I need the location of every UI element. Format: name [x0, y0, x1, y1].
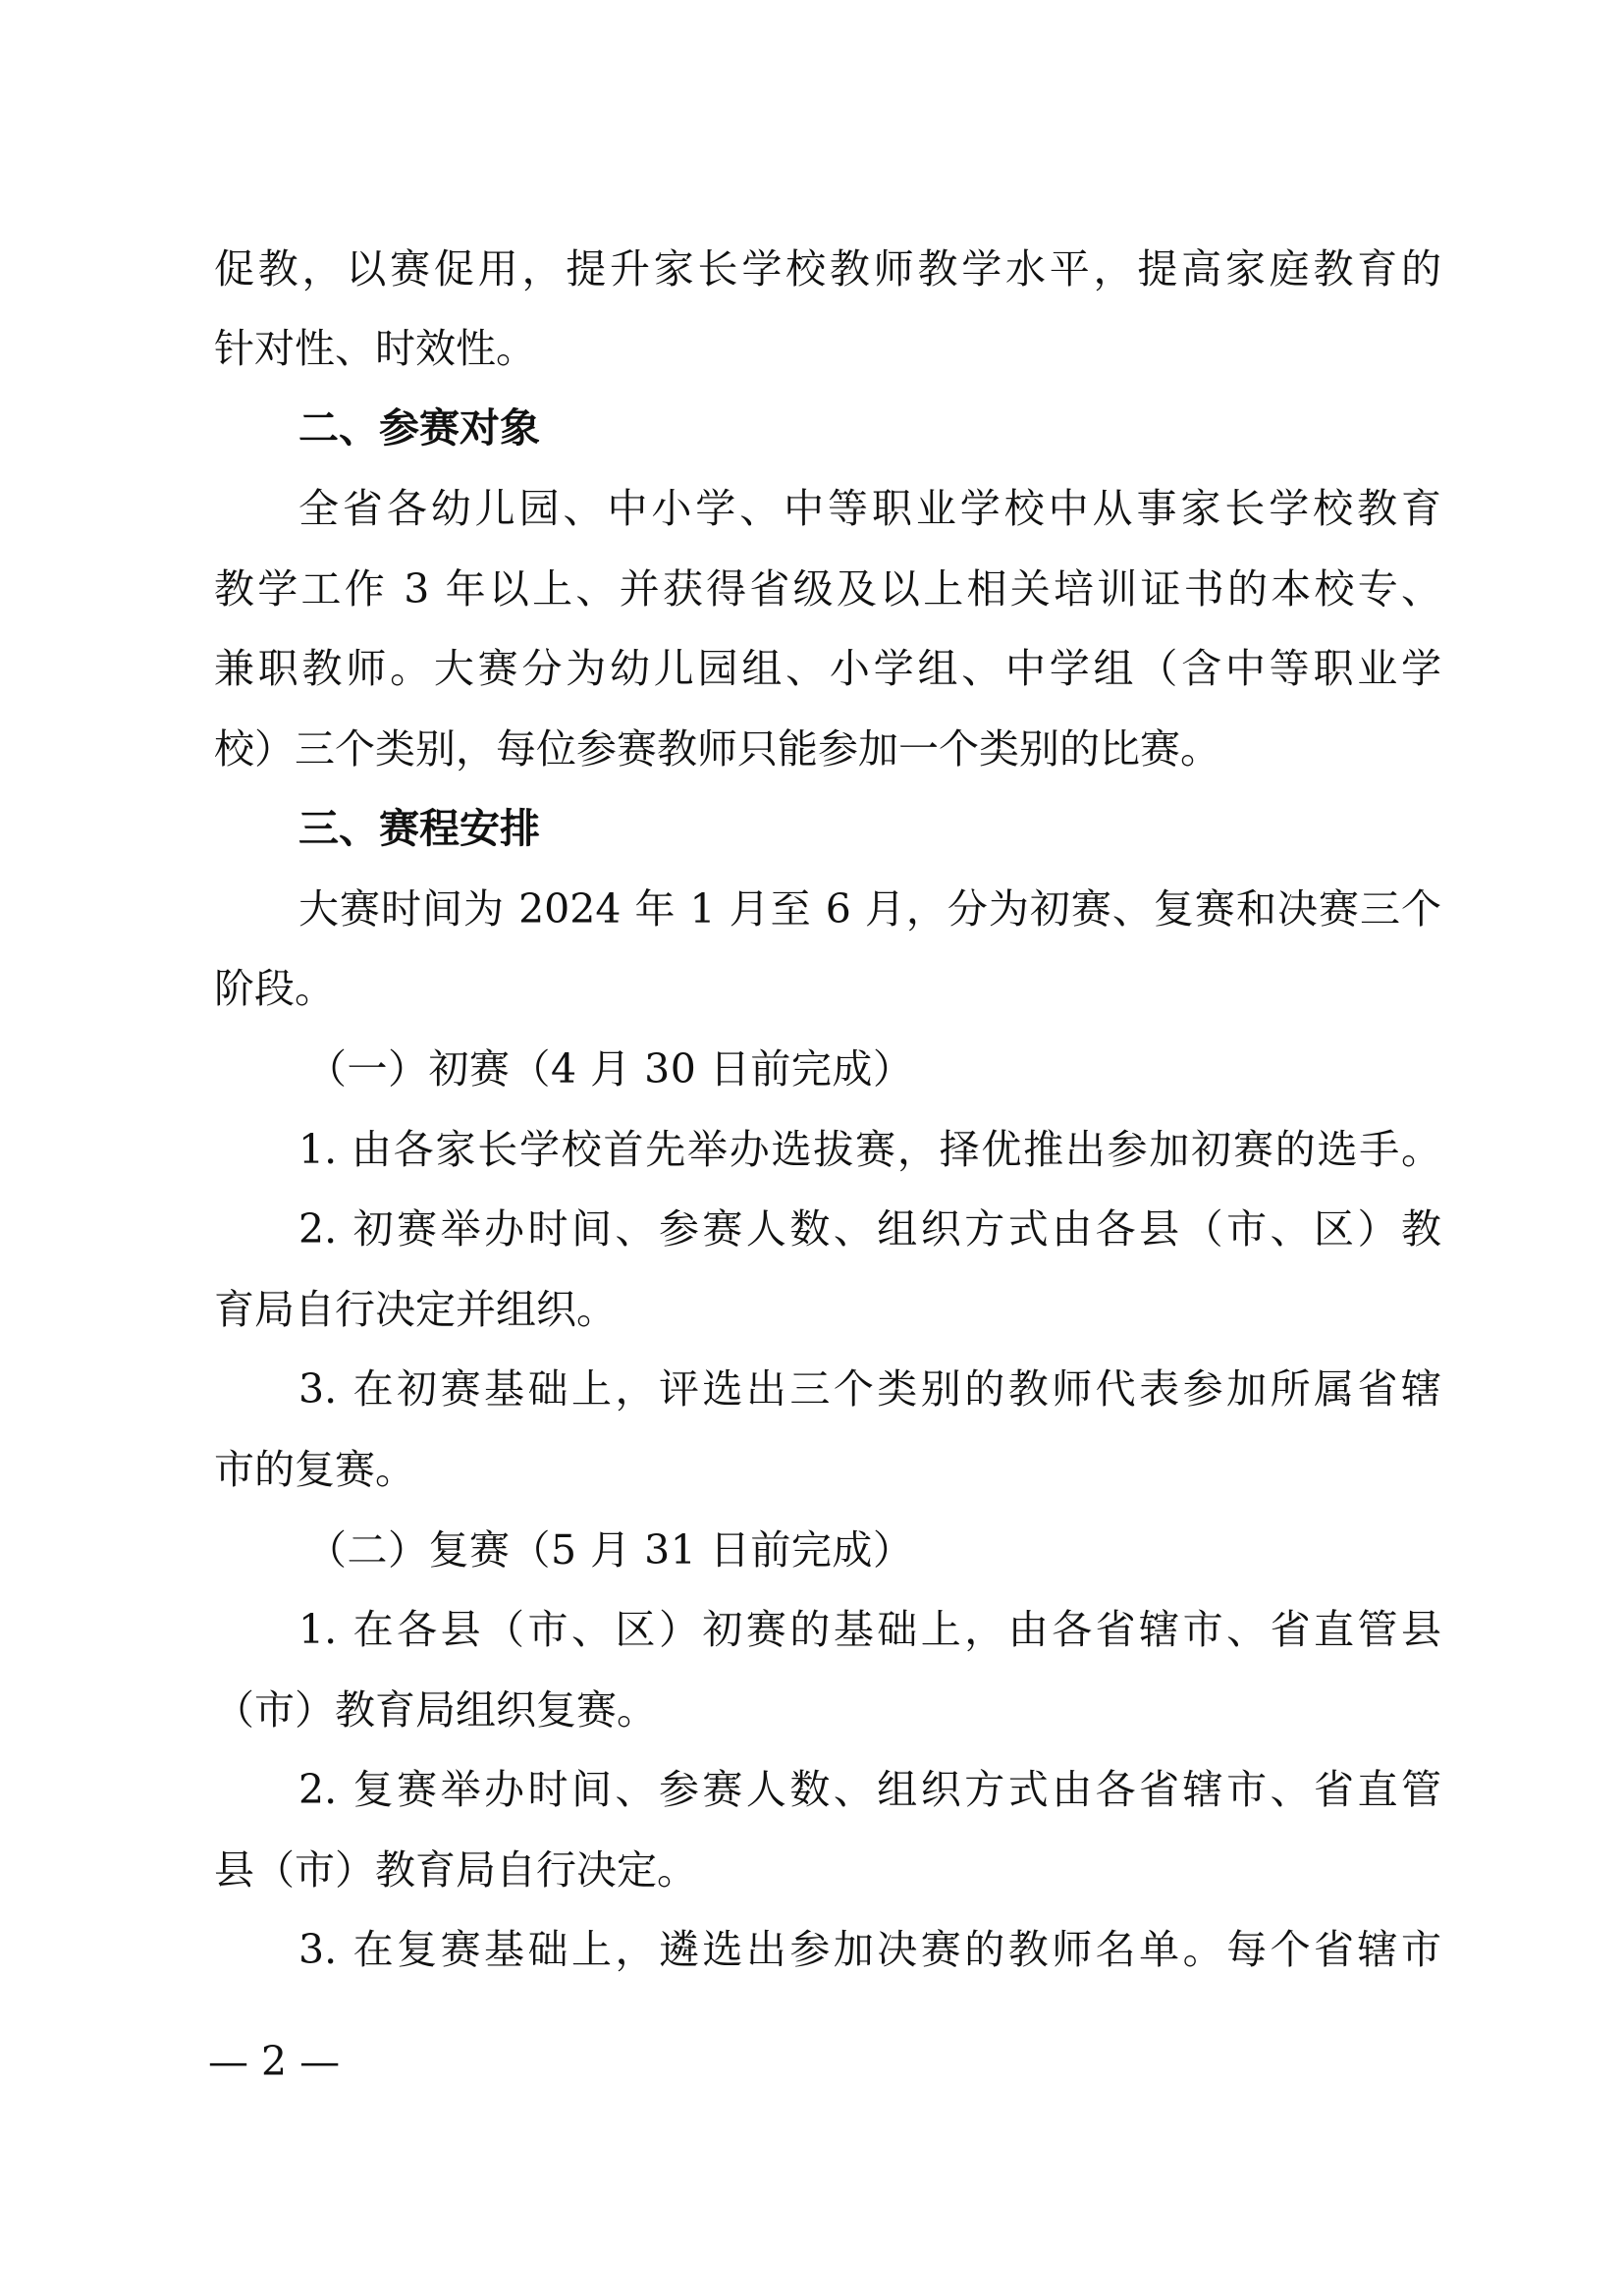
- paragraph-line: 全省各幼儿园、中小学、中等职业学校中从事家长学校教育: [298, 485, 1441, 532]
- list-item: 1. 在各县（市、区）初赛的基础上，由各省辖市、省直管县: [298, 1606, 1441, 1653]
- paragraph-line: 促教，以赛促用，提升家长学校教师教学水平，提高家庭教育的: [214, 245, 1441, 293]
- subsection-heading: （一）初赛（4 月 30 日前完成）: [306, 1045, 914, 1093]
- paragraph-line: （市）教育局组织复赛。: [214, 1686, 657, 1734]
- paragraph-line: 针对性、时效性。: [214, 325, 536, 372]
- list-item: 3. 在复赛基础上，遴选出参加决赛的教师名单。每个省辖市: [298, 1926, 1441, 1973]
- list-item: 3. 在初赛基础上，评选出三个类别的教师代表参加所属省辖: [298, 1365, 1441, 1413]
- paragraph-line: 教学工作 3 年以上、并获得省级及以上相关培训证书的本校专、: [214, 565, 1441, 613]
- subsection-heading: （二）复赛（5 月 31 日前完成）: [306, 1526, 914, 1574]
- paragraph-line: 县（市）教育局自行决定。: [214, 1846, 697, 1894]
- section-heading: 三、赛程安排: [298, 805, 540, 852]
- paragraph-line: 校）三个类别，每位参赛教师只能参加一个类别的比赛。: [214, 725, 1220, 773]
- list-item: 1. 由各家长学校首先举办选拔赛，择优推出参加初赛的选手。: [298, 1126, 1441, 1173]
- section-heading: 二、参赛对象: [298, 404, 540, 452]
- paragraph-line: 市的复赛。: [214, 1446, 415, 1493]
- list-item: 2. 初赛举办时间、参赛人数、组织方式由各县（市、区）教: [298, 1205, 1441, 1253]
- paragraph-line: 阶段。: [214, 965, 335, 1012]
- paragraph-line: 大赛时间为 2024 年 1 月至 6 月，分为初赛、复赛和决赛三个: [298, 885, 1441, 933]
- paragraph-line: 育局自行决定并组织。: [214, 1286, 617, 1333]
- paragraph-line: 兼职教师。大赛分为幼儿园组、小学组、中学组（含中等职业学: [214, 645, 1441, 692]
- list-item: 2. 复赛举办时间、参赛人数、组织方式由各省辖市、省直管: [298, 1766, 1441, 1813]
- page-number: — 2 —: [208, 2038, 341, 2085]
